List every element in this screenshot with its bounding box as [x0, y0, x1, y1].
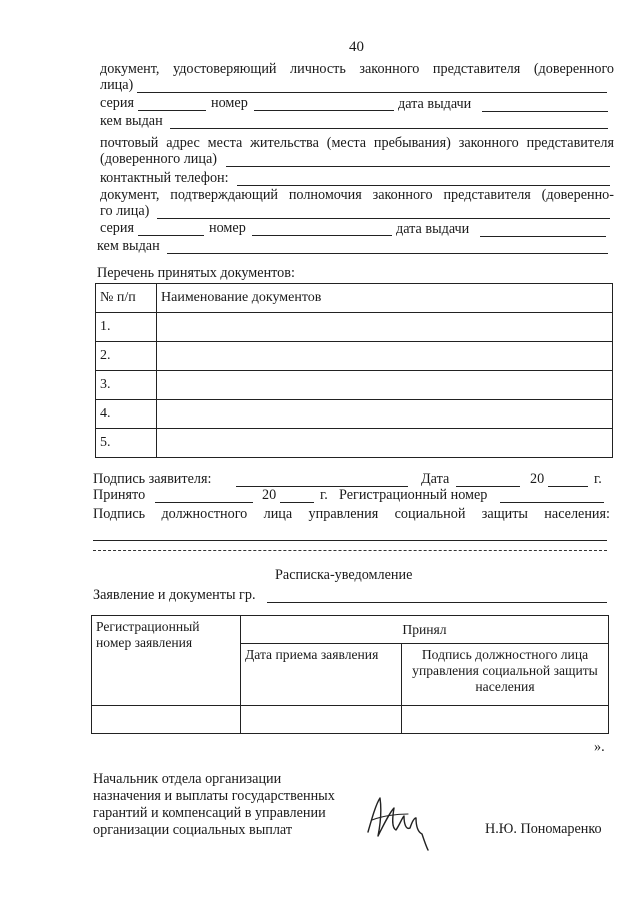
rep-number-field[interactable] — [254, 110, 394, 111]
rep-series-label: серия — [100, 95, 134, 111]
closing-quote: ». — [594, 739, 605, 755]
handwritten-signature — [362, 790, 432, 852]
accepted-label: Принято — [93, 487, 146, 503]
year-field[interactable] — [548, 486, 588, 487]
col-reg-number-header: Регистрационный номер заявления — [92, 616, 241, 706]
col-num-header: № п/п — [96, 284, 157, 313]
footer-name: Н.Ю. Пономаренко — [485, 821, 602, 837]
receipt-docs-label: Заявление и документы гр. — [93, 587, 256, 603]
table-row — [96, 400, 613, 429]
accepted-date-field[interactable] — [155, 502, 253, 503]
row-document-cell[interactable] — [157, 400, 613, 429]
footer-position-line: организации социальных выплат — [93, 822, 293, 838]
table-row — [96, 371, 613, 400]
cut-line — [93, 550, 607, 551]
page-number: 40 — [349, 39, 364, 55]
reg-number-field[interactable] — [500, 502, 604, 503]
col-name-header: Наименование документов — [157, 284, 613, 313]
row-number: 5. — [96, 429, 157, 458]
documents-table — [95, 283, 613, 458]
authority-doc-line1: документ, подтверждающий полномочия законного представителя (доверенно- — [100, 187, 614, 203]
year-suffix: г. — [594, 471, 602, 487]
table-row — [96, 342, 613, 371]
row-document-cell[interactable] — [157, 429, 613, 458]
accepted-year-suffix: г. — [320, 487, 328, 503]
applicant-signature-label: Подпись заявителя: — [93, 471, 212, 487]
auth-number-label: номер — [209, 220, 246, 236]
rep-issued-field[interactable] — [170, 128, 608, 129]
row-number: 2. — [96, 342, 157, 371]
table-row — [96, 313, 613, 342]
auth-number-field[interactable] — [252, 235, 392, 236]
authority-doc-field[interactable] — [157, 218, 610, 219]
receipt-reg-cell[interactable] — [92, 706, 241, 734]
rep-id-doc-fill-line — [137, 92, 607, 93]
phone-label: контактный телефон: — [100, 170, 229, 186]
postal-field[interactable] — [226, 166, 610, 167]
rep-date-label: дата выдачи — [398, 96, 472, 112]
official-signature-label: Подпись должностного лица управления социальной защиты населения: — [93, 506, 610, 522]
auth-issued-label: кем выдан — [97, 238, 160, 254]
rep-number-label: номер — [211, 95, 248, 111]
receipt-date-cell[interactable] — [241, 706, 402, 734]
rep-series-field[interactable] — [138, 110, 206, 111]
accepted-year-field[interactable] — [280, 502, 314, 503]
rep-id-doc-line1: документ, удостоверяющий личность законного представителя (доверенного — [100, 61, 614, 77]
row-document-cell[interactable] — [157, 313, 613, 342]
auth-issued-field[interactable] — [167, 253, 608, 254]
col-accepted-header: Принял — [241, 616, 609, 644]
postal-line1: почтовый адрес места жительства (места пребывания) законного представителя — [100, 135, 614, 151]
row-number: 4. — [96, 400, 157, 429]
row-document-cell[interactable] — [157, 371, 613, 400]
auth-series-label: серия — [100, 220, 134, 236]
auth-series-field[interactable] — [138, 235, 204, 236]
row-number: 3. — [96, 371, 157, 400]
receipt-name-field[interactable] — [267, 602, 607, 603]
accepted-year-prefix: 20 — [262, 487, 277, 503]
phone-field[interactable] — [237, 185, 610, 186]
col-date-header: Дата приема заявления — [241, 644, 402, 706]
auth-date-field[interactable] — [480, 236, 606, 237]
receipt-header-row — [92, 616, 609, 644]
row-number: 1. — [96, 313, 157, 342]
postal-line2: (доверенного лица) — [100, 151, 218, 167]
receipt-sig-cell[interactable] — [402, 706, 609, 734]
authority-doc-line2: го лица) — [100, 203, 150, 219]
documents-heading: Перечень принятых документов: — [97, 265, 295, 281]
auth-date-label: дата выдачи — [396, 221, 470, 237]
documents-header-row — [96, 284, 613, 313]
table-row — [96, 429, 613, 458]
rep-issued-label: кем выдан — [100, 113, 163, 129]
col-sig-header: Подпись должностного лица управления социальной защиты населения — [402, 644, 609, 706]
date-label: Дата — [421, 471, 450, 487]
receipt-table — [91, 615, 609, 734]
rep-id-doc-line2: лица) — [100, 77, 134, 93]
row-document-cell[interactable] — [157, 342, 613, 371]
rep-date-field[interactable] — [482, 111, 608, 112]
receipt-title: Расписка-уведомление — [275, 567, 413, 583]
official-signature-field[interactable] — [93, 540, 607, 541]
footer-position-line: Начальник отдела организации — [93, 771, 282, 787]
receipt-data-row — [92, 706, 609, 734]
footer-position-line: назначения и выплаты государственных — [93, 788, 335, 804]
footer-position-line: гарантий и компенсаций в управлении — [93, 805, 326, 821]
year-prefix: 20 — [530, 471, 545, 487]
reg-number-label: Регистрационный номер — [339, 487, 488, 503]
